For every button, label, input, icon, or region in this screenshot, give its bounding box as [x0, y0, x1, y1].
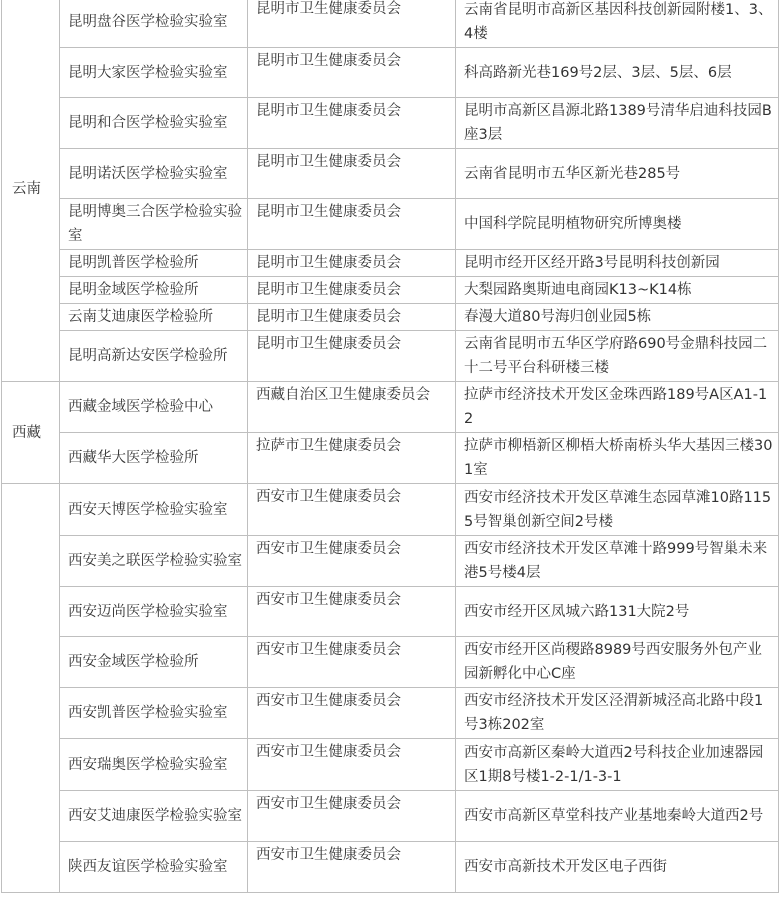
authority-cell: 西藏自治区卫生健康委员会: [248, 382, 456, 433]
authority-cell: 西安市卫生健康委员会: [248, 484, 456, 536]
lab-name-cell: 西安金域医学检验所: [60, 637, 248, 688]
lab-name-cell: 西安瑞奥医学检验实验室: [60, 739, 248, 791]
lab-name-cell: 西安凯普医学检验实验室: [60, 688, 248, 739]
province-cell: [2, 484, 60, 893]
authority-cell: 昆明市卫生健康委员会: [248, 48, 456, 98]
table-row: [2, 199, 779, 250]
table-row: [2, 433, 779, 484]
lab-name-cell: 昆明盘谷医学检验实验室: [60, 0, 248, 48]
authority-cell: 昆明市卫生健康委员会: [248, 149, 456, 199]
address-cell: 西安市高新区秦岭大道西2号科技企业加速器园区1期8号楼1-2-1/1-3-1: [456, 739, 779, 791]
lab-name-cell: 昆明高新达安医学检验所: [60, 331, 248, 382]
lab-name-cell: 西安美之联医学检验实验室: [60, 536, 248, 587]
authority-cell: 西安市卫生健康委员会: [248, 587, 456, 637]
authority-cell: 昆明市卫生健康委员会: [248, 199, 456, 250]
address-cell: 西安市经开区凤城六路131大院2号: [456, 587, 779, 637]
address-cell: 中国科学院昆明植物研究所博奥楼: [456, 199, 779, 250]
address-cell: 昆明市高新区昌源北路1389号清华启迪科技园B座3层: [456, 98, 779, 149]
authority-cell: 昆明市卫生健康委员会: [248, 0, 456, 48]
lab-name-cell: 陕西友谊医学检验实验室: [60, 842, 248, 893]
address-cell: 西安市高新区草堂科技产业基地秦岭大道西2号: [456, 791, 779, 842]
address-cell: 昆明市经开区经开路3号昆明科技创新园: [456, 250, 779, 277]
address-cell: 西安市经济技术开发区泾渭新城泾高北路中段1号3栋202室: [456, 688, 779, 739]
authority-cell: 西安市卫生健康委员会: [248, 842, 456, 893]
table-row: [2, 688, 779, 739]
address-cell: 大梨园路奥斯迪电商园K13~K14栋: [456, 277, 779, 304]
address-cell: 云南省昆明市五华区学府路690号金鼎科技园二十二号平台科研楼三楼: [456, 331, 779, 382]
authority-cell: 昆明市卫生健康委员会: [248, 250, 456, 277]
address-cell: 西安市经济技术开发区草滩十路999号智巢未来港5号楼4层: [456, 536, 779, 587]
table-row: [2, 484, 779, 536]
lab-name-cell: 西安迈尚医学检验实验室: [60, 587, 248, 637]
address-cell: 拉萨市经济技术开发区金珠西路189号A区A1-12: [456, 382, 779, 433]
lab-name-cell: 昆明和合医学检验实验室: [60, 98, 248, 149]
authority-cell: 西安市卫生健康委员会: [248, 637, 456, 688]
table-row: [2, 637, 779, 688]
lab-name-cell: 昆明大家医学检验实验室: [60, 48, 248, 98]
address-cell: 西安市高新技术开发区电子西街: [456, 842, 779, 893]
address-cell: 西安市经济技术开发区草滩生态园草滩10路1155号智巢创新空间2号楼: [456, 484, 779, 536]
table-body: [2, 0, 779, 893]
lab-name-cell: 昆明诺沃医学检验实验室: [60, 149, 248, 199]
lab-name-cell: 西安天博医学检验实验室: [60, 484, 248, 536]
province-cell: 西藏: [2, 382, 60, 484]
table-row: [2, 331, 779, 382]
lab-name-cell: 昆明博奥三合医学检验实验室: [60, 199, 248, 250]
address-cell: 云南省昆明市高新区基因科技创新园附楼1、3、4楼: [456, 0, 779, 48]
authority-cell: 西安市卫生健康委员会: [248, 536, 456, 587]
lab-name-cell: 昆明凯普医学检验所: [60, 250, 248, 277]
table-row: [2, 250, 779, 277]
lab-name-cell: 西安艾迪康医学检验实验室: [60, 791, 248, 842]
table-row: [2, 382, 779, 433]
address-cell: 云南省昆明市五华区新光巷285号: [456, 149, 779, 199]
lab-name-cell: 昆明金域医学检验所: [60, 277, 248, 304]
lab-table: [1, 0, 779, 893]
address-cell: 科高路新光巷169号2层、3层、5层、6层: [456, 48, 779, 98]
table-row: [2, 304, 779, 331]
lab-name-cell: 西藏金域医学检验中心: [60, 382, 248, 433]
table-row: [2, 842, 779, 893]
table-row: [2, 48, 779, 98]
authority-cell: 西安市卫生健康委员会: [248, 688, 456, 739]
table-row: [2, 791, 779, 842]
authority-cell: 西安市卫生健康委员会: [248, 791, 456, 842]
table-row: [2, 0, 779, 48]
table-row: [2, 277, 779, 304]
lab-name-cell: 云南艾迪康医学检验所: [60, 304, 248, 331]
table-row: [2, 98, 779, 149]
authority-cell: 昆明市卫生健康委员会: [248, 277, 456, 304]
table-row: [2, 587, 779, 637]
address-cell: 拉萨市柳梧新区柳梧大桥南桥头华大基因三楼301室: [456, 433, 779, 484]
table-row: [2, 536, 779, 587]
table-row: [2, 739, 779, 791]
authority-cell: 昆明市卫生健康委员会: [248, 98, 456, 149]
address-cell: 春漫大道80号海归创业园5栋: [456, 304, 779, 331]
authority-cell: 昆明市卫生健康委员会: [248, 304, 456, 331]
lab-name-cell: 西藏华大医学检验所: [60, 433, 248, 484]
table-row: [2, 149, 779, 199]
authority-cell: 昆明市卫生健康委员会: [248, 331, 456, 382]
authority-cell: 拉萨市卫生健康委员会: [248, 433, 456, 484]
province-cell: 云南: [2, 0, 60, 382]
address-cell: 西安市经开区尚稷路8989号西安服务外包产业园新孵化中心C座: [456, 637, 779, 688]
authority-cell: 西安市卫生健康委员会: [248, 739, 456, 791]
